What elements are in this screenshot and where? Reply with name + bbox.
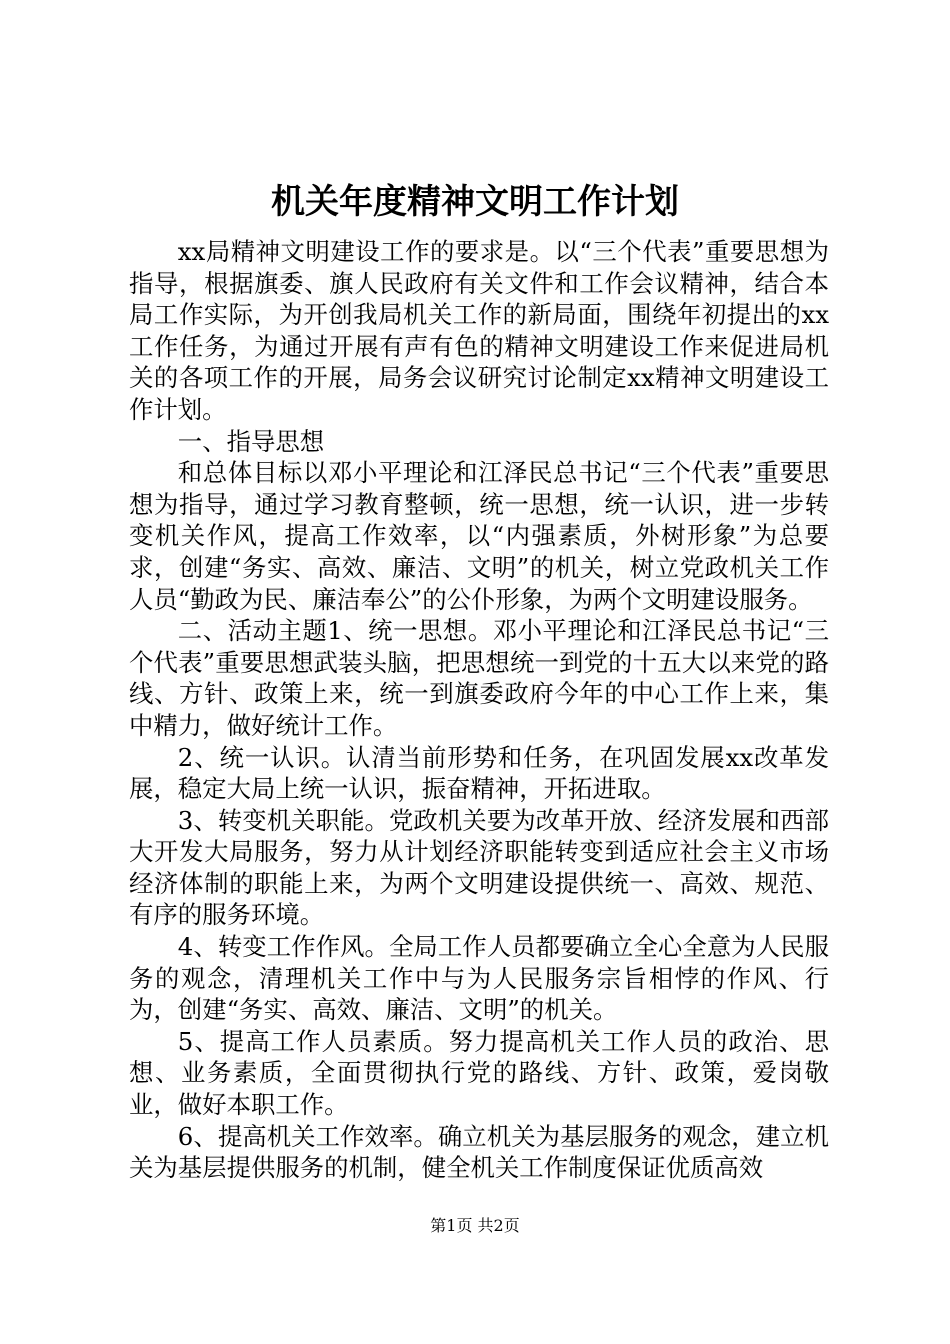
paragraph-activity-theme-1: 二、活动主题1、统一思想。邓小平理论和江泽民总书记“三个代表”重要思想武装头脑，把思想统一到党的十五大以来党的路线、方针、政策上来，统一到旗委政府今年的中心工作上来，集中精力，做好统计工作。: [129, 616, 829, 740]
document-body: [129, 236, 829, 1184]
paragraph-item-2: 2、统一认识。认清当前形势和任务，在巩固发展xx改革发展，稳定大局上统一认识，振奋精神，开拓进取。: [129, 742, 829, 804]
page-number-footer: 第1页 共2页: [430, 1216, 520, 1235]
paragraph-item-5: 5、提高工作人员素质。努力提高机关工作人员的政治、思想、业务素质，全面贯彻执行党的路线、方针、政策，爱岗敬业，做好本职工作。: [129, 1026, 829, 1120]
paragraph-item-4: 4、转变工作作风。全局工作人员都要确立全心全意为人民服务的观念，清理机关工作中与为人民服务宗旨相悖的作风、行为，创建“务实、高效、廉洁、文明”的机关。: [129, 932, 829, 1025]
paragraph-intro: xx局精神文明建设工作的要求是。以“三个代表”重要思想为指导，根据旗委、旗人民政府有关文件和工作会议精神，结合本局工作实际，为开创我局机关工作的新局面，围绕年初提出的xx工作任务，为通过开展有声有色的精神文明建设工作来促进局机关的各项工作的开展，局务会议研究讨论制定xx精神文明建设工作计划。: [129, 237, 829, 424]
paragraph-item-3: 3、转变机关职能。党政机关要为改革开放、经济发展和西部大开发大局服务，努力从计划经济职能转变到适应社会主义市场经济体制的职能上来，为两个文明建设提供统一、高效、规范、有序的服务环境。: [129, 805, 829, 930]
paragraph-item-6: 6、提高机关工作效率。确立机关为基层服务的观念，建立机关为基层提供服务的机制，健全机关工作制度保证优质高效: [129, 1121, 829, 1183]
paragraph-overall-goal: 和总体目标以邓小平理论和江泽民总书记“三个代表”重要思想为指导，通过学习教育整顿，统一思想，统一认识，进一步转变机关作风，提高工作效率，以“内强素质，外树形象”为总要求，创建“务实、高效、廉洁、文明”的机关，树立党政机关工作人员“勤政为民、廉洁奉公”的公仆形象，为两个文明建设服务。: [129, 458, 829, 614]
document-title: 机关年度精神文明工作计划: [271, 182, 679, 222]
heading-guiding-thought: 一、指导思想: [177, 426, 325, 456]
